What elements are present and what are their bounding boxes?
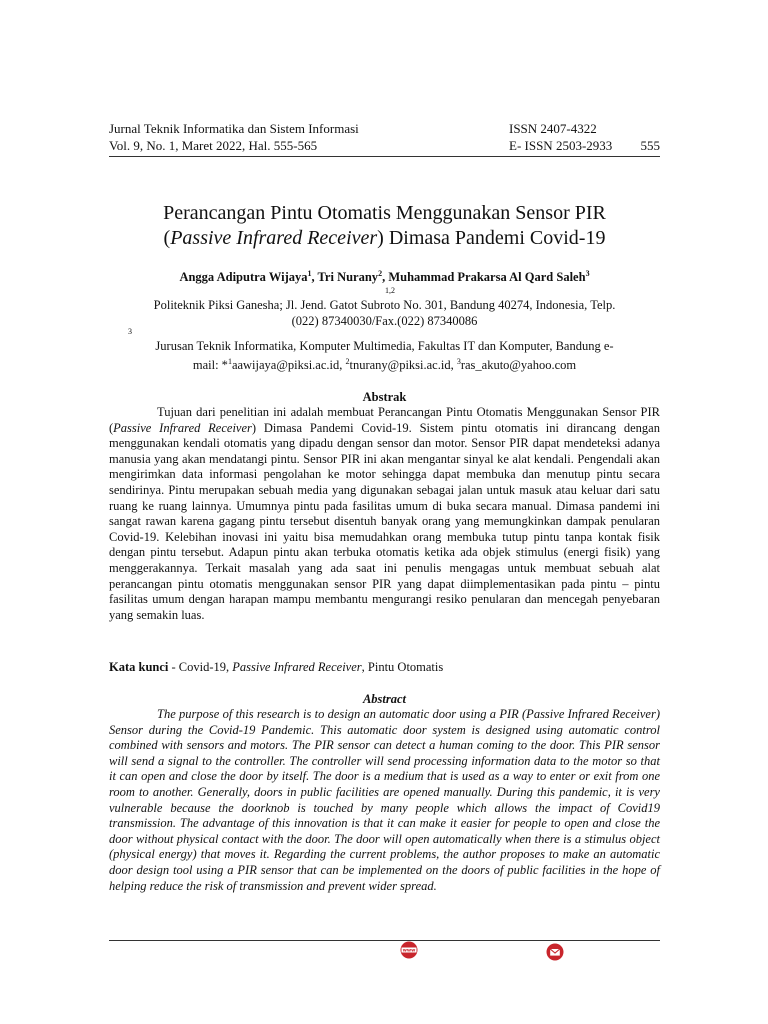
author-emails: mail: *$^1$aawijaya@piksi.ac.id, $^2$tnurany@piksi.ac.id, $^3$ras_akuto@yahoo.com [192, 357, 577, 373]
abstract-heading: Abstract [362, 692, 407, 706]
author-1: Angga Adiputra Wijaya [179, 270, 308, 285]
affiliation-2-marker: 3 [128, 327, 132, 336]
volume-info: Vol. 9, No. 1, Maret 2022, Hal. 555-565 [109, 138, 318, 153]
footer-divider [109, 940, 660, 941]
author-3: Muhammad Prakarsa Al Qard Saleh [388, 270, 586, 285]
title-line-1: Perancangan Pintu Otomatis Menggunakan Sensor PIR [163, 202, 606, 224]
page-number: 555 [640, 138, 660, 153]
web-icon-text: www [402, 948, 416, 954]
journal-header [109, 120, 660, 154]
eissn: E- ISSN 2503-2933 [509, 138, 613, 153]
header-divider [109, 156, 660, 157]
issn: ISSN 2407-4322 [509, 121, 597, 136]
abstrak-body: Tujuan dari penelitian ini adalah membuat Perancangan Pintu Otomatis Menggunakan Sensor PIR (Passive Infrared Receiver) Dimasa Pandemi Covid-19. Sistem pintu otomatis ini dirancang dengan menggunakan kendali otomatis yang dipadu dengan sensor dan motor. Sensor PIR dapat mendeteksi adanya manusia yang akan mendatangi pintu. Sensor PIR ini akan mengantar sinyal ke alat kendali. Pengendali akan mengirimkan data informasi pengolahan ke motor sehingga dapat membuka dan menutup pintu secara sendirinya. Pintu merupakan sebuah media yang digunakan sebagai jalan untuk masuk atau keluar dari satu ruang ke ruang lainnya. Umumnya pintu pada fasilitas umum di buka secara manual. Dimasa pandemi ini sangat rawan karena gagang pintu tersebut disentuh banyak orang yang memungkinkan dampak penularan Covid-19. Kelebihan inovasi ini yaitu bisa memudahkan orang membuka tutup pintu tanpa kontak fisik dengan pintu tersebut. Adapun pintu akan terbuka otomatis ketika ada objek stimulus (energi fisik) yang menggerakannya. Terkait masalah yang ada saat ini penulis mengagas untuk membuat sebuah alat perancangan pintu otomatis menggunakan sensor PIR yang dapat diimplementasikan pada pintu – pintu fasilitas umum dengan harapan mampu membantu mengurangi resiko penularan dan mencegah penyebaran yang semakin luas. [109, 405, 660, 622]
affiliation-1: Politeknik Piksi Ganesha; Jl. Jend. Gatot Subroto No. 301, Bandung 40274, Indonesia, Telp. (022) 87340030/Fax.(022) 87340086 [153, 298, 616, 328]
mail-icon[interactable] [546, 943, 564, 961]
email-2: tnurany@piksi.ac.id, [349, 358, 457, 373]
title-line-2: (Passive Infrared Receiver) Dimasa Pandemi Covid-19 [163, 227, 606, 249]
journal-name: Jurnal Teknik Informatika dan Sistem Informasi [109, 121, 359, 136]
email-3: ras_akuto@yahoo.com [460, 358, 577, 373]
email-1: aawijaya@piksi.ac.id, [231, 358, 346, 373]
abstrak-heading: Abstrak [362, 390, 407, 404]
author-list: Angga Adiputra Wijaya$^1$, Tri Nurany$^2$, Muhammad Prakarsa Al Qard Saleh$^3$ [179, 269, 590, 285]
paper-title [109, 201, 660, 251]
abstract-body: The purpose of this research is to design an automatic door using a PIR (Passive Infrared Receiver) Sensor during the Covid-19 Pandemic. This automatic door system is designed using automatic control combined with sensors and motors. The PIR sensor can detect a human coming to the door. This PIR sensor will send a signal to the controller. The controller will send processing information data to the motor so that it can open and close the door by itself. The door is a medium that is used as a way to enter or exit from one room to another. Generally, doors in public facilities are opened manually. During this pandemic, it is very vulnerable because the doorknob is touched by many people which allows the impact of Covid19 transmission. The advantage of this innovation is that it can make it easier for people to open and close the door without physical contact with the door. The door will open automatically when there is a stimulus object (physical energy) that moves it. Regarding the current problems, the author proposes to make an automatic door design tool using a PIR sensor that can be implemented on the doors of public facilities in the hope of helping reduce the risk of transmission and prevent wider spread. [109, 707, 660, 893]
affiliation-2: Jurusan Teknik Informatika, Komputer Multimedia, Fakultas IT dan Komputer, Bandung e- mail: *$^1$aawijaya@piksi.ac.id, $^2$tnurany@piksi.ac.id, $^3$ras_akuto@yahoo.com [109, 338, 660, 373]
keywords-label: Kata kunci [109, 660, 169, 674]
keywords: Kata kunci - Covid-19, Passive Infrared Receiver, Pintu Otomatis [109, 660, 444, 674]
web-icon[interactable] [400, 941, 418, 959]
author-2: Tri Nurany [317, 270, 379, 285]
affiliation-1-marker: 1,2 [385, 286, 395, 295]
